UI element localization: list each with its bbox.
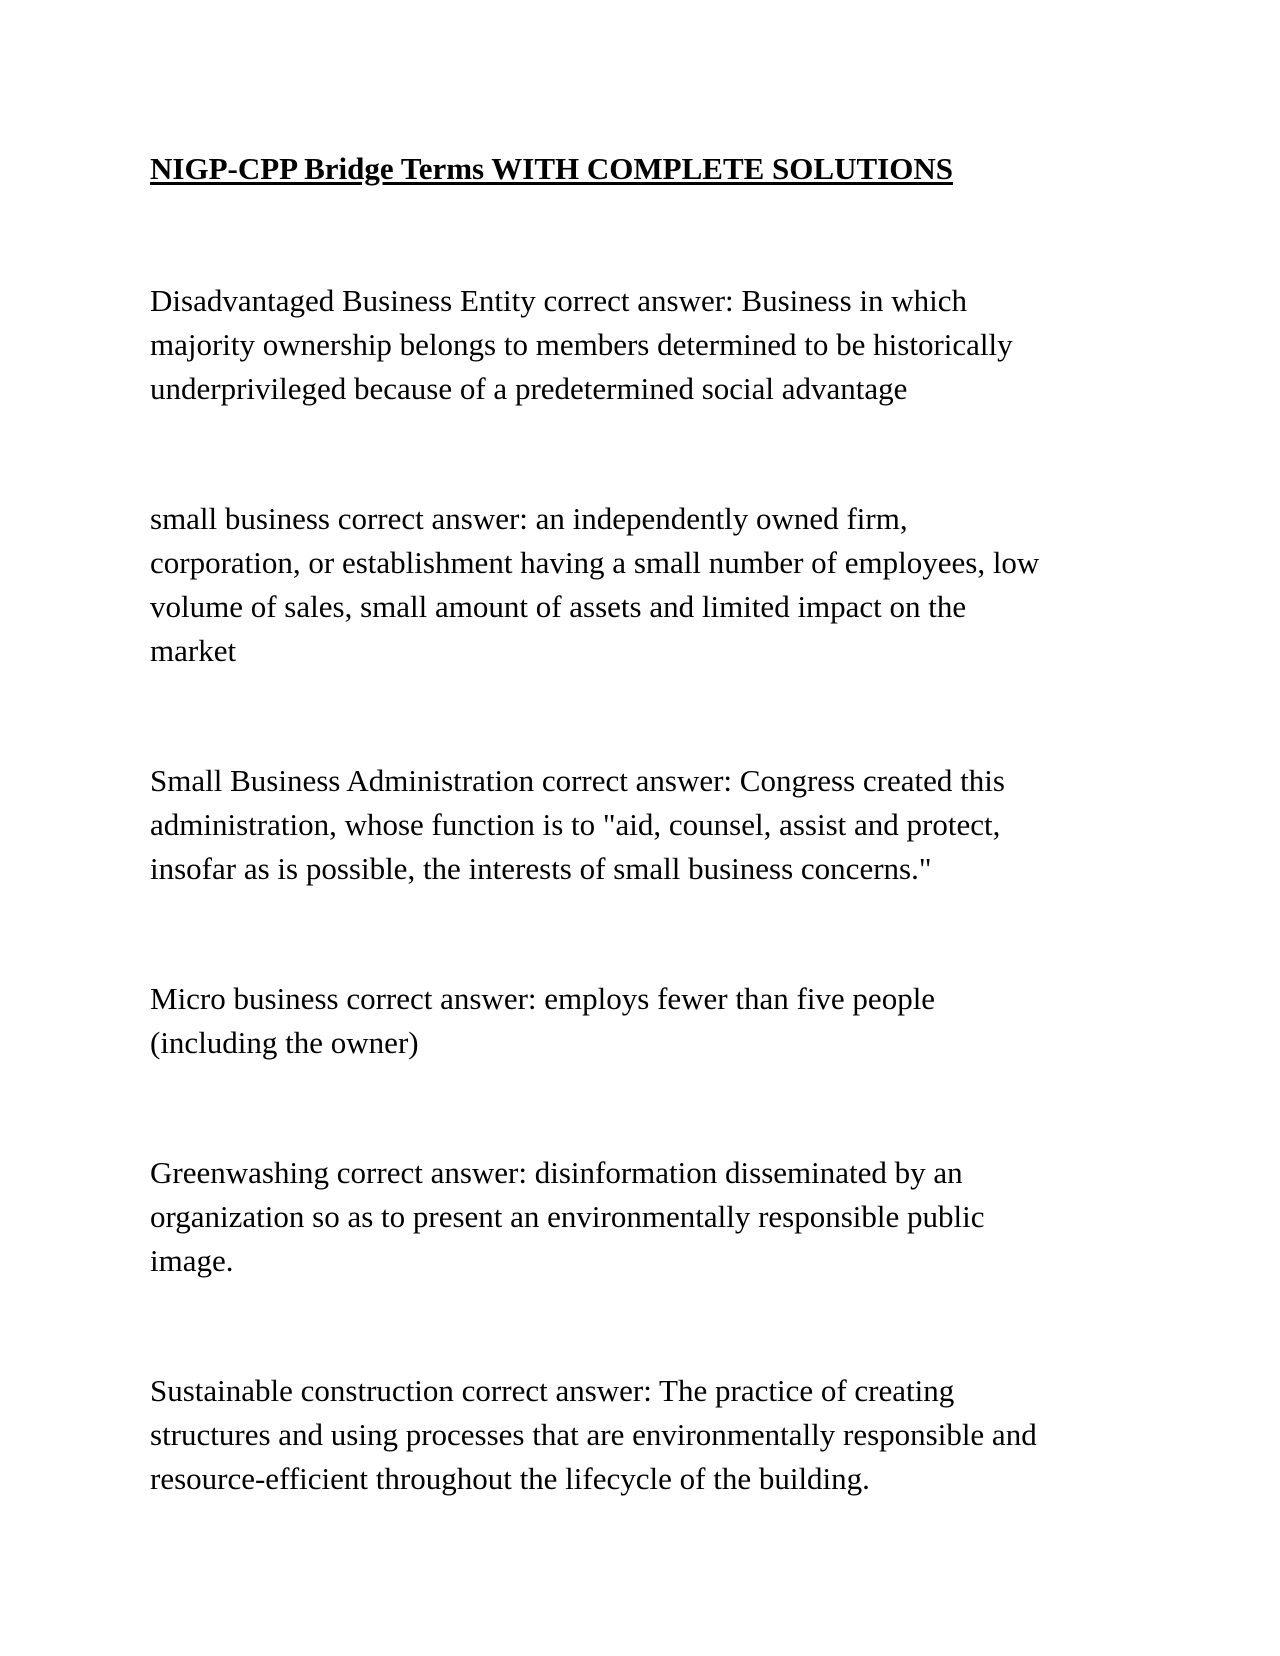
term-entry-small-business-administration <box>150 759 1140 891</box>
entry-line: administration, whose function is to "aid, counsel, assist and protect, <box>150 807 1001 842</box>
entry-line: image. <box>150 1243 234 1278</box>
term-entry-disadvantaged-business-entity <box>150 279 1140 411</box>
entry-line: Small Business Administration correct answer: Congress created this <box>150 763 1005 798</box>
entry-line: resource-efficient throughout the lifecycle of the building. <box>150 1461 870 1496</box>
entry-line: Greenwashing correct answer: disinformation disseminated by an <box>150 1155 963 1190</box>
term-entry-micro-business <box>150 977 1140 1065</box>
entry-line: structures and using processes that are environmentally responsible and <box>150 1417 1037 1452</box>
entry-line: (including the owner) <box>150 1025 419 1060</box>
entry-line: corporation, or establishment having a small number of employees, low <box>150 545 1040 580</box>
entry-line: small business correct answer: an independently owned firm, <box>150 501 908 536</box>
entry-line: Sustainable construction correct answer: The practice of creating <box>150 1373 955 1408</box>
term-entry-greenwashing <box>150 1151 1140 1283</box>
term-entry-small-business <box>150 497 1140 673</box>
entry-line: insofar as is possible, the interests of small business concerns." <box>150 851 932 886</box>
entry-line: majority ownership belongs to members determined to be historically <box>150 327 1013 362</box>
document-title: NIGP-CPP Bridge Terms WITH COMPLETE SOLUTIONS <box>150 151 953 186</box>
entry-line: organization so as to present an environmentally responsible public <box>150 1199 985 1234</box>
entry-line: Micro business correct answer: employs fewer than five people <box>150 981 936 1016</box>
entry-line: Disadvantaged Business Entity correct answer: Business in which <box>150 283 968 318</box>
entry-line: underprivileged because of a predetermined social advantage <box>150 371 908 406</box>
entry-line: volume of sales, small amount of assets and limited impact on the <box>150 589 967 624</box>
term-entry-sustainable-construction <box>150 1369 1140 1501</box>
entry-line: market <box>150 633 237 668</box>
